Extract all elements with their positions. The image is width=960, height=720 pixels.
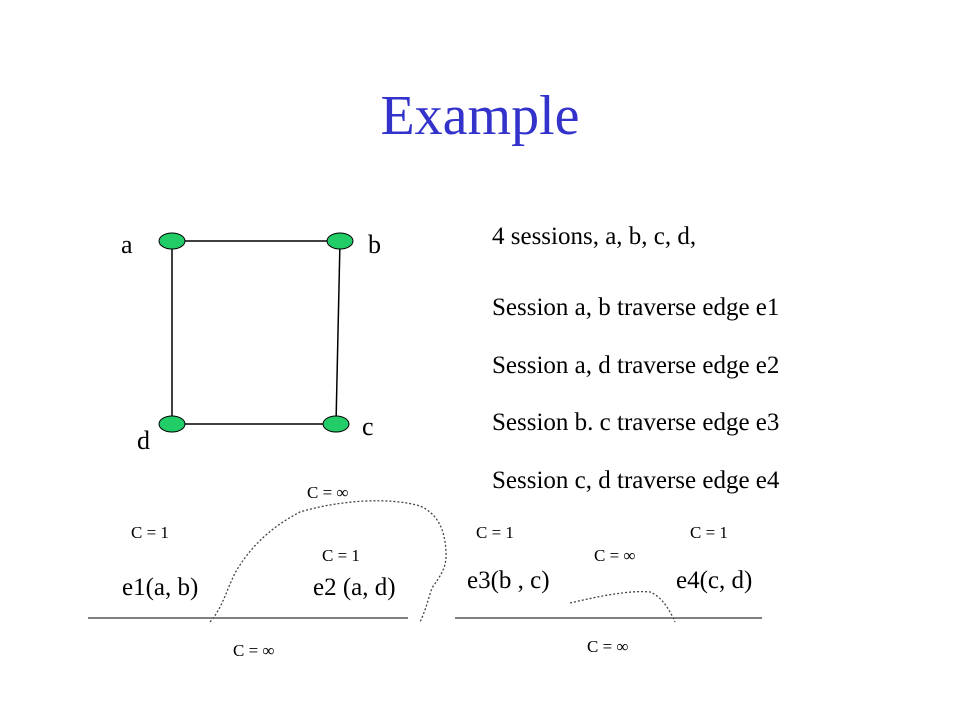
- session-line-e2: Session a, d traverse edge e2: [492, 352, 780, 379]
- node-d: [159, 416, 185, 432]
- cut-curve-right: [570, 592, 675, 622]
- capacity-inf-bottom-left: C = ∞: [233, 641, 275, 660]
- capacity-inf-top: C = ∞: [307, 483, 349, 502]
- capacity-inf-mid: C = ∞: [594, 546, 636, 565]
- capacity-e1: C = 1: [131, 523, 169, 542]
- sessions-summary: 4 sessions, a, b, c, d,: [492, 223, 697, 250]
- node-label-a: a: [121, 230, 133, 259]
- capacity-inf-bottom-right: C = ∞: [587, 637, 629, 656]
- session-line-e3: Session b. c traverse edge e3: [492, 409, 780, 436]
- node-c: [323, 416, 349, 432]
- node-b: [327, 233, 353, 249]
- capacity-e2: C = 1: [322, 546, 360, 565]
- node-label-c: c: [362, 412, 374, 441]
- edge-b-c: [336, 241, 340, 424]
- session-line-e1: Session a, b traverse edge e1: [492, 294, 780, 321]
- edge-label-e4: e4(c, d): [676, 567, 753, 594]
- capacity-e4: C = 1: [690, 523, 728, 542]
- capacity-e3: C = 1: [476, 523, 514, 542]
- edge-label-e1: e1(a, b): [122, 574, 199, 601]
- edge-label-e3: e3(b , c): [467, 567, 550, 594]
- slide-title: Example: [380, 85, 580, 147]
- session-line-e4: Session c, d traverse edge e4: [492, 467, 780, 494]
- edge-label-e2: e2 (a, d): [313, 574, 396, 601]
- node-a: [159, 233, 185, 249]
- node-label-b: b: [368, 230, 381, 259]
- node-label-d: d: [137, 426, 150, 455]
